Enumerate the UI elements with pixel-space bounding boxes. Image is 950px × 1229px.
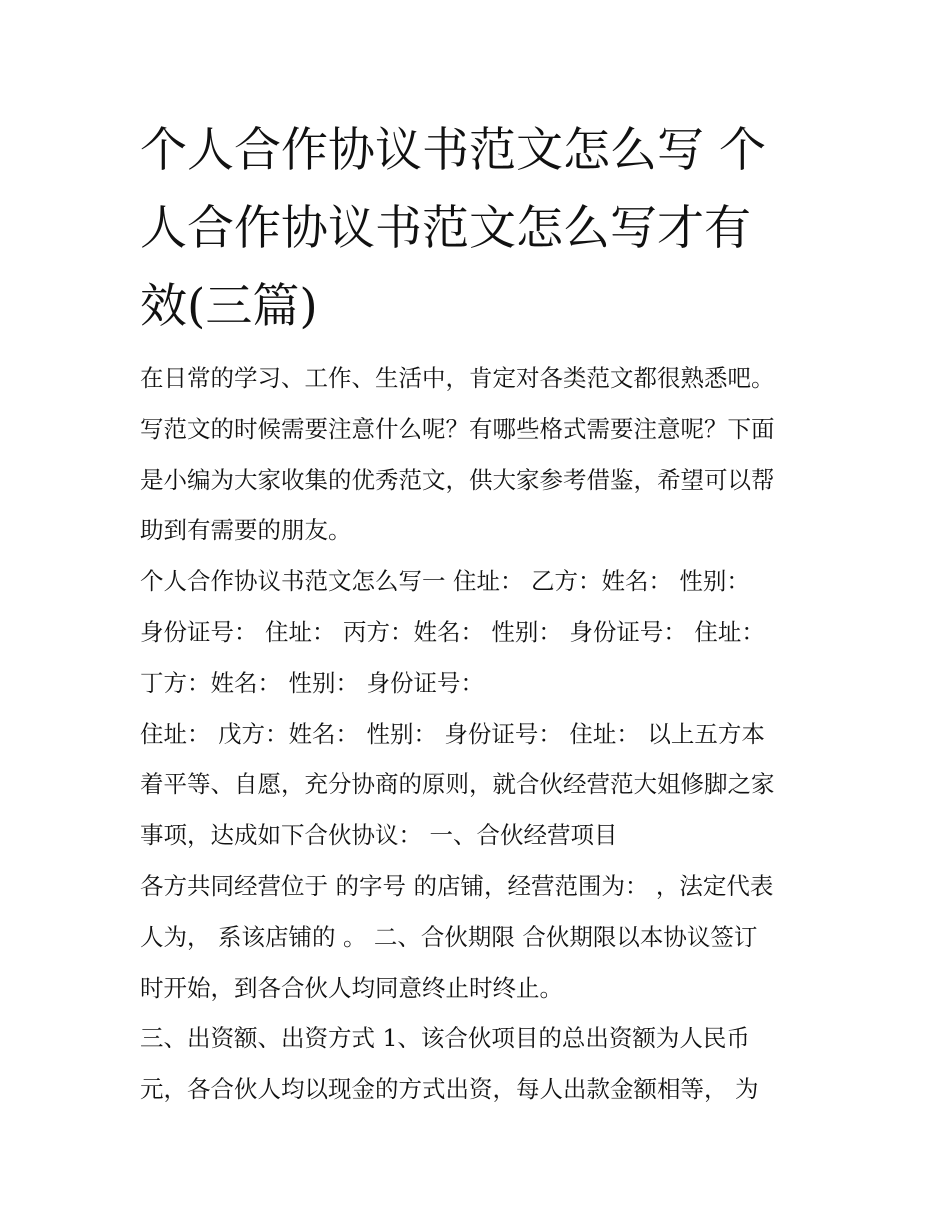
body-line: 个人合作协议书范文怎么写一 住址： 乙方：姓名： 性别：	[140, 567, 750, 596]
body-line: 身份证号： 住址： 丙方：姓名： 性别： 身份证号： 住址：	[140, 617, 765, 646]
body-line: 时开始，到各合伙人均同意终止时终止。	[140, 973, 563, 1002]
body-line: 人为， 系该店铺的 。 二、合伙期限 合伙期限以本协议签订	[140, 922, 758, 951]
body-line: 住址： 戊方：姓名： 性别： 身份证号： 住址： 以上五方本	[140, 719, 765, 748]
body-line: 写范文的时候需要注意什么呢？有哪些格式需要注意呢？下面	[140, 414, 775, 443]
title-line: 人合作协议书范文怎么写才有	[140, 201, 751, 256]
body-line: 是小编为大家收集的优秀范文，供大家参考借鉴，希望可以帮	[140, 465, 775, 494]
body-line: 着平等、自愿，充分协商的原则，就合伙经营范大姐修脚之家	[140, 770, 775, 799]
body-line: 事项，达成如下合伙协议： 一、合伙经营项目	[140, 821, 618, 850]
body-line: 丁方：姓名： 性别： 身份证号：	[140, 668, 484, 697]
body-line: 三、出资额、出资方式 1、该合伙项目的总出资额为人民币	[140, 1024, 750, 1053]
body-line: 助到有需要的朋友。	[140, 516, 352, 545]
title-line: 效(三篇)	[140, 279, 318, 334]
body-line: 各方共同经营位于 的字号 的店铺，经营范围为： ，法定代表	[140, 871, 774, 900]
body-line: 元，各合伙人均以现金的方式出资，每人出款金额相等， 为	[140, 1075, 759, 1104]
title-line: 个人合作协议书范文怎么写 个	[140, 123, 766, 178]
body-line: 在日常的学习、工作、生活中，肯定对各类范文都很熟悉吧。	[140, 364, 775, 392]
document-title	[140, 112, 820, 346]
document-body	[140, 353, 830, 1115]
